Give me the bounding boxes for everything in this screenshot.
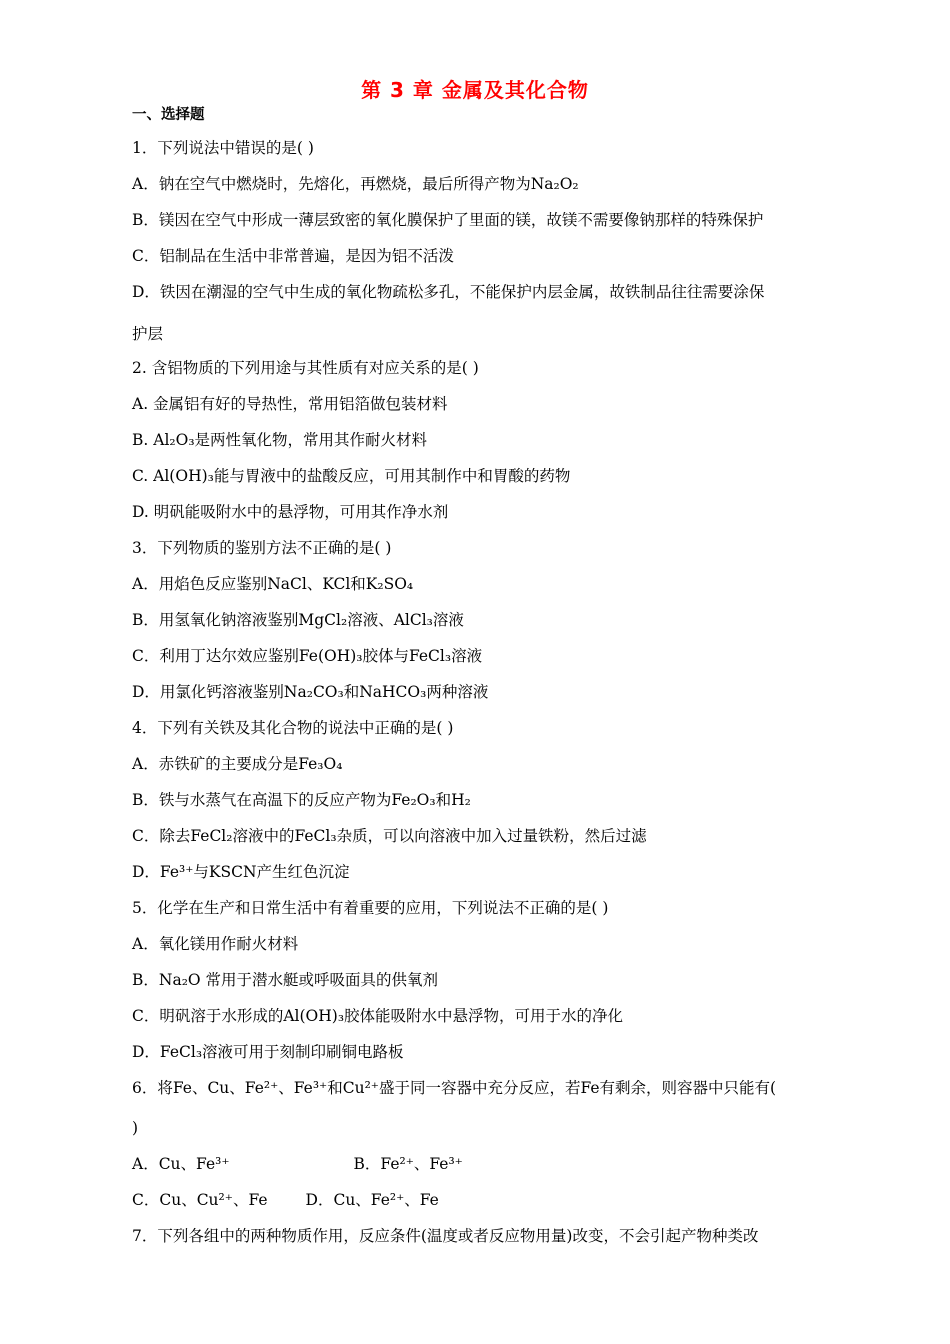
option-1b: B．镁因在空气中形成一薄层致密的氧化膜保护了里面的镁，故镁不需要像钠那样的特殊保护 — [132, 211, 764, 229]
option-1d-cont: 护层 — [132, 325, 164, 343]
question-7: 7．下列各组中的两种物质作用，反应条件(温度或者反应物用量)改变，不会引起产物种类改 — [132, 1227, 759, 1245]
section-heading: 一、选择题 — [132, 107, 205, 123]
option-4d: D．Fe³⁺与KSCN产生红色沉淀 — [132, 863, 350, 881]
question-4: 4．下列有关铁及其化合物的说法中正确的是( ) — [132, 719, 454, 737]
option-5c: C．明矾溶于水形成的Al(OH)₃胶体能吸附水中悬浮物，可用于水的净化 — [132, 1007, 624, 1025]
option-5b: B．Na₂O 常用于潜水艇或呼吸面具的供氧剂 — [132, 971, 439, 989]
options-6cd — [132, 1190, 439, 1210]
chapter-title: 第 3 章 金属及其化合物 — [361, 78, 589, 102]
question-3: 3．下列物质的鉴别方法不正确的是( ) — [132, 539, 392, 557]
option-2c: C. Al(OH)₃能与胃液中的盐酸反应，可用其制作中和胃酸的药物 — [132, 467, 571, 485]
option-6a: A．Cu、Fe³⁺ — [132, 1155, 230, 1173]
option-6d: D．Cu、Fe²⁺、Fe — [305, 1191, 439, 1209]
option-3c: C．利用丁达尔效应鉴别Fe(OH)₃胶体与FeCl₃溶液 — [132, 647, 483, 665]
option-4c: C．除去FeCl₂溶液中的FeCl₃杂质，可以向溶液中加入过量铁粉，然后过滤 — [132, 827, 647, 845]
option-3d: D．用氯化钙溶液鉴别Na₂CO₃和NaHCO₃两种溶液 — [132, 683, 489, 701]
option-2b: B. Al₂O₃是两性氧化物，常用其作耐火材料 — [132, 431, 428, 449]
question-2: 2. 含铝物质的下列用途与其性质有对应关系的是( ) — [132, 359, 479, 377]
option-1a: A．钠在空气中燃烧时，先熔化，再燃烧，最后所得产物为Na₂O₂ — [132, 175, 579, 193]
option-3a: A．用焰色反应鉴别NaCl、KCl和K₂SO₄ — [132, 575, 414, 593]
option-6b: B．Fe²⁺、Fe³⁺ — [353, 1155, 463, 1173]
question-6-cont: ) — [132, 1119, 139, 1137]
question-1: 1．下列说法中错误的是( ) — [132, 139, 314, 157]
question-5: 5．化学在生产和日常生活中有着重要的应用，下列说法不正确的是( ) — [132, 899, 609, 917]
option-3b: B．用氢氧化钠溶液鉴别MgCl₂溶液、AlCl₃溶液 — [132, 611, 464, 629]
option-2a: A. 金属铝有好的导热性，常用铝箔做包装材料 — [132, 395, 448, 413]
option-1d: D．铁因在潮湿的空气中生成的氧化物疏松多孔，不能保护内层金属，故铁制品往往需要涂保 — [132, 283, 765, 301]
question-6: 6．将Fe、Cu、Fe²⁺、Fe³⁺和Cu²⁺盛于同一容器中充分反应，若Fe有剩余，则容器中只能有( — [132, 1079, 777, 1097]
option-6c: C．Cu、Cu²⁺、Fe — [132, 1191, 268, 1209]
option-2d: D. 明矾能吸附水中的悬浮物，可用其作净水剂 — [132, 503, 449, 521]
options-6ab — [132, 1154, 463, 1174]
option-4a: A．赤铁矿的主要成分是Fe₃O₄ — [132, 755, 343, 773]
option-5d: D．FeCl₃溶液可用于刻制印刷铜电路板 — [132, 1043, 404, 1061]
option-5a: A．氧化镁用作耐火材料 — [132, 935, 299, 953]
option-1c: C．铝制品在生活中非常普遍，是因为铝不活泼 — [132, 247, 454, 265]
option-4b: B．铁与水蒸气在高温下的反应产物为Fe₂O₃和H₂ — [132, 791, 471, 809]
